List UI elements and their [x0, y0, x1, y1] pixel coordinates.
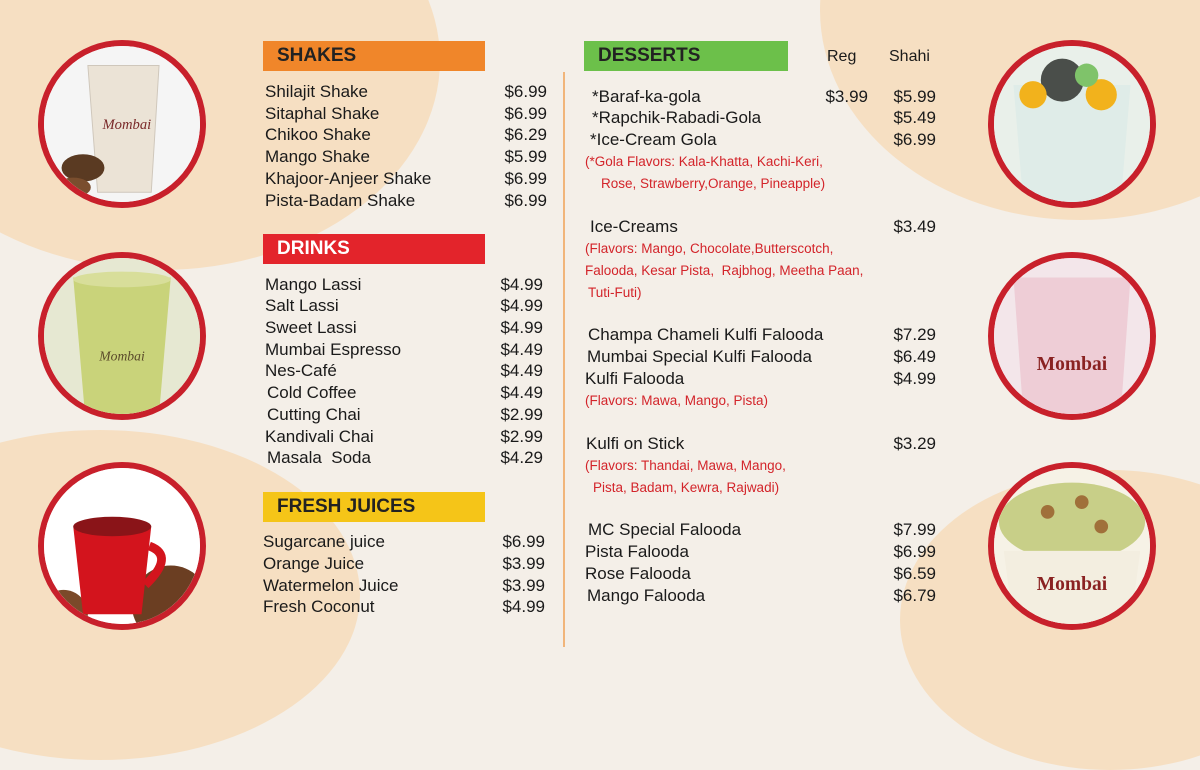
pista-falooda-photo: [988, 462, 1156, 630]
shakes-header: SHAKES: [263, 41, 485, 71]
menu-item-name: Kulfi Falooda: [585, 369, 685, 388]
menu-item-name: *Baraf-ka-gola: [592, 87, 701, 106]
menu-item-price: $4.99: [500, 275, 543, 294]
menu-item-name: Khajoor-Anjeer Shake: [265, 169, 432, 188]
flavor-note: Pista, Badam, Kewra, Rajwadi): [593, 480, 780, 495]
menu-item-name: Orange Juice: [263, 554, 365, 573]
menu-item-name: Mumbai Special Kulfi Falooda: [587, 347, 812, 366]
menu-item-name: Sugarcane juice: [263, 532, 385, 551]
menu-item-name: Mango Lassi: [265, 275, 362, 294]
menu-item-price: $4.29: [500, 448, 543, 467]
menu-item-name: Watermelon Juice: [263, 576, 399, 595]
column-divider: [563, 72, 565, 647]
menu-item-price: $4.99: [893, 369, 936, 388]
menu-item-name: Pista-Badam Shake: [265, 191, 416, 210]
menu-item-name: Ice-Creams: [590, 217, 678, 236]
flavor-note: Falooda, Kesar Pista, Rajbhog, Meetha Paan,: [585, 263, 864, 278]
menu-item-name: Kandivali Chai: [265, 427, 374, 446]
menu-item-price: $6.59: [893, 564, 936, 583]
menu-item-price: $7.29: [893, 325, 936, 344]
brand-logo: Mombai: [102, 116, 152, 133]
menu-item-price: $6.99: [893, 542, 936, 561]
menu-item-name: *Rapchik-Rabadi-Gola: [592, 108, 762, 127]
coffee-photo: [38, 462, 206, 630]
reg-price: $3.99: [825, 87, 868, 106]
reg-column-header: Reg: [827, 48, 857, 65]
menu-item-name: Shilajit Shake: [265, 82, 369, 101]
menu-item-price: $6.99: [504, 104, 547, 123]
menu-item-price: $4.49: [500, 340, 543, 359]
menu-item-price: $2.99: [500, 405, 543, 424]
menu-item-name: Salt Lassi: [265, 296, 339, 315]
menu-item-name: Mumbai Espresso: [265, 340, 402, 359]
menu-item-price: $6.99: [504, 169, 547, 188]
menu-item-price: $3.49: [893, 217, 936, 236]
menu-item-name: Masala Soda: [267, 448, 371, 467]
juices-header: FRESH JUICES: [263, 492, 485, 522]
brand-logo: Mombai: [1036, 573, 1108, 595]
menu-item-price: $4.49: [500, 383, 543, 402]
menu-item-price: $3.99: [502, 554, 545, 573]
menu-item-name: Nes-Café: [265, 361, 337, 380]
menu-item-name: Chikoo Shake: [265, 125, 371, 144]
menu-item-name: Cold Coffee: [267, 383, 357, 402]
menu-item-price: $4.49: [500, 361, 543, 380]
menu-item-price: $3.29: [893, 434, 936, 453]
menu-item-name: *Ice-Cream Gola: [590, 130, 717, 149]
falooda-photo: [988, 252, 1156, 420]
menu-item-name: Sweet Lassi: [265, 318, 357, 337]
shahi-column-header: Shahi: [889, 48, 930, 65]
flavor-note: (Flavors: Mango, Chocolate,Butterscotch,: [585, 241, 834, 256]
menu-item-name: Mango Shake: [265, 147, 370, 166]
brand-logo: Mombai: [1036, 354, 1108, 376]
flavor-note: Tuti-Futi): [588, 285, 642, 300]
flavor-note: (Flavors: Mawa, Mango, Pista): [585, 393, 769, 408]
menu-item-price: $6.79: [893, 586, 936, 605]
shake-photo: [38, 40, 206, 208]
lassi-photo: [38, 252, 206, 420]
flavor-note: (Flavors: Thandai, Mawa, Mango,: [585, 458, 786, 473]
flavor-note: Rose, Strawberry,Orange, Pineapple): [601, 176, 826, 191]
shahi-price: $6.99: [893, 130, 936, 149]
drinks-header: DRINKS: [263, 234, 485, 264]
menu-item-name: Kulfi on Stick: [586, 434, 685, 453]
menu-item-price: $7.99: [893, 520, 936, 539]
menu-item-price: $6.29: [504, 125, 547, 144]
desserts-header: DESSERTS: [584, 41, 788, 71]
menu-item-price: $2.99: [500, 427, 543, 446]
menu-item-name: Cutting Chai: [267, 405, 361, 424]
menu-item-price: $6.99: [502, 532, 545, 551]
menu-item-name: Rose Falooda: [585, 564, 691, 583]
menu-item-price: $4.99: [500, 318, 543, 337]
menu-item-price: $6.99: [504, 82, 547, 101]
menu-item-price: $6.49: [893, 347, 936, 366]
menu-item-price: $6.99: [504, 191, 547, 210]
brand-logo: Mombai: [99, 348, 145, 364]
menu-item-price: $5.99: [504, 147, 547, 166]
menu-item-name: Pista Falooda: [585, 542, 689, 561]
menu-item-price: $4.99: [500, 296, 543, 315]
menu-item-name: Mango Falooda: [587, 586, 706, 605]
shahi-price: $5.99: [893, 87, 936, 106]
menu-item-name: Fresh Coconut: [263, 597, 375, 616]
menu-item-name: Sitaphal Shake: [265, 104, 380, 123]
menu-item-price: $4.99: [502, 597, 545, 616]
flavor-note: (*Gola Flavors: Kala-Khatta, Kachi-Keri,: [585, 154, 823, 169]
gola-photo: [988, 40, 1156, 208]
menu-item-price: $3.99: [502, 576, 545, 595]
menu-item-name: Champa Chameli Kulfi Falooda: [588, 325, 824, 344]
menu-item-name: MC Special Falooda: [588, 520, 742, 539]
shahi-price: $5.49: [893, 108, 936, 127]
